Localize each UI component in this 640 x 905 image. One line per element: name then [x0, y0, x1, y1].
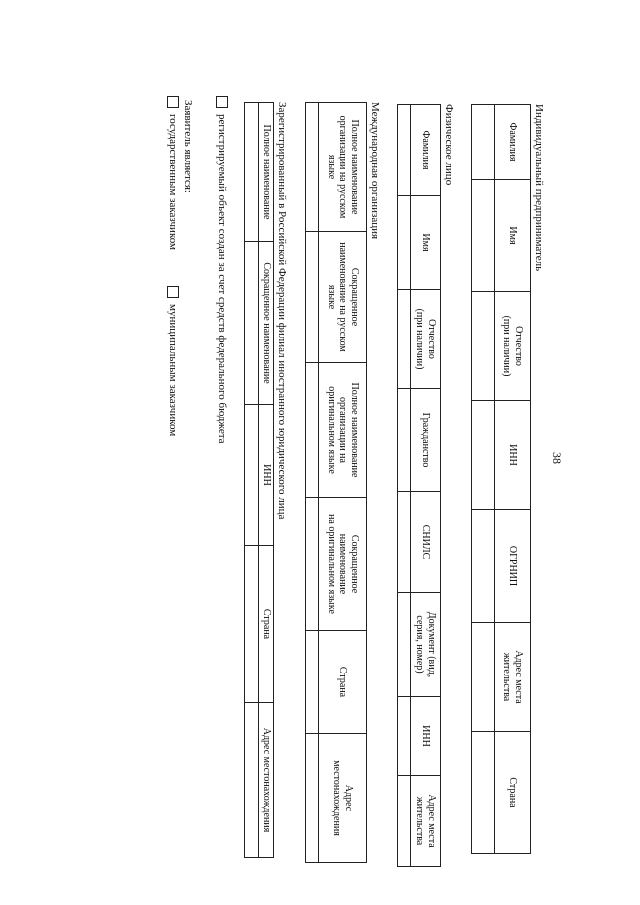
municipal-customer-checkbox[interactable] — [167, 286, 179, 298]
municipal-customer-option[interactable] — [167, 286, 179, 436]
table-row — [245, 103, 259, 858]
intl-org-header: Сокращенное наименование на оригинальном языке — [319, 498, 367, 631]
state-customer-label: государственным заказчиком — [167, 114, 179, 250]
individual-header: СНИЛС — [411, 492, 441, 593]
federal-budget-option[interactable] — [216, 96, 228, 444]
federal-budget-label: регистрируемый объект создан за счет средств федерального бюджета — [216, 114, 228, 444]
intl-org-title: Международная организация — [369, 102, 381, 240]
individual-header: Адрес места жительства — [411, 776, 441, 867]
entrepreneur-header: ОГРНИП — [495, 510, 531, 623]
intl-org-table — [305, 102, 367, 863]
table-row — [306, 103, 319, 863]
foreign-branch-header: ИНН — [259, 405, 274, 546]
individual-title: Физическое лицо — [443, 104, 455, 186]
foreign-branch-header: Страна — [259, 546, 274, 703]
intl-org-header: Страна — [319, 631, 367, 734]
individual-header: Документ (вид, серия, номер) — [411, 593, 441, 697]
table-row — [472, 105, 495, 854]
individual-header: Фамилия — [411, 105, 441, 196]
foreign-branch-header: Сокращенное наименование — [259, 242, 274, 405]
entrepreneur-header: Отчество (при наличии) — [495, 292, 531, 401]
applicant-label: Заявитель является: — [182, 100, 194, 193]
state-customer-option[interactable] — [167, 96, 179, 250]
municipal-customer-label: муниципальным заказчиком — [167, 304, 179, 437]
foreign-branch-table — [244, 102, 274, 858]
table-row — [398, 105, 411, 867]
page-number: 38 — [550, 452, 564, 464]
intl-org-header: Полное наименование организации на оригинальном языке — [319, 363, 367, 498]
foreign-branch-header: Полное наименование — [259, 103, 274, 242]
foreign-branch-header: Адрес местонахождения — [259, 703, 274, 858]
foreign-branch-title: Зарегистрированный в Российской Федерации филиал иностранного юридического лица — [276, 102, 288, 520]
intl-org-header: Адрес местонахождения — [319, 734, 367, 863]
intl-org-header: Сокращенное наименование на русском языке — [319, 232, 367, 363]
entrepreneur-header: Имя — [495, 180, 531, 292]
federal-budget-checkbox[interactable] — [216, 96, 228, 108]
entrepreneur-header: Фамилия — [495, 105, 531, 180]
individual-header: Гражданство — [411, 389, 441, 492]
entrepreneur-title: Индивидуальный предприниматель — [533, 104, 545, 272]
entrepreneur-header: Страна — [495, 732, 531, 854]
entrepreneur-table — [471, 104, 531, 854]
entrepreneur-header: Адрес места жительства — [495, 623, 531, 732]
state-customer-checkbox[interactable] — [167, 96, 179, 108]
intl-org-header: Полное наименование организации на русском языке — [319, 103, 367, 232]
individual-header: ИНН — [411, 697, 441, 776]
individual-header: Имя — [411, 196, 441, 290]
individual-header: Отчество (при наличии) — [411, 290, 441, 389]
individual-table — [397, 104, 441, 867]
entrepreneur-header: ИНН — [495, 401, 531, 510]
